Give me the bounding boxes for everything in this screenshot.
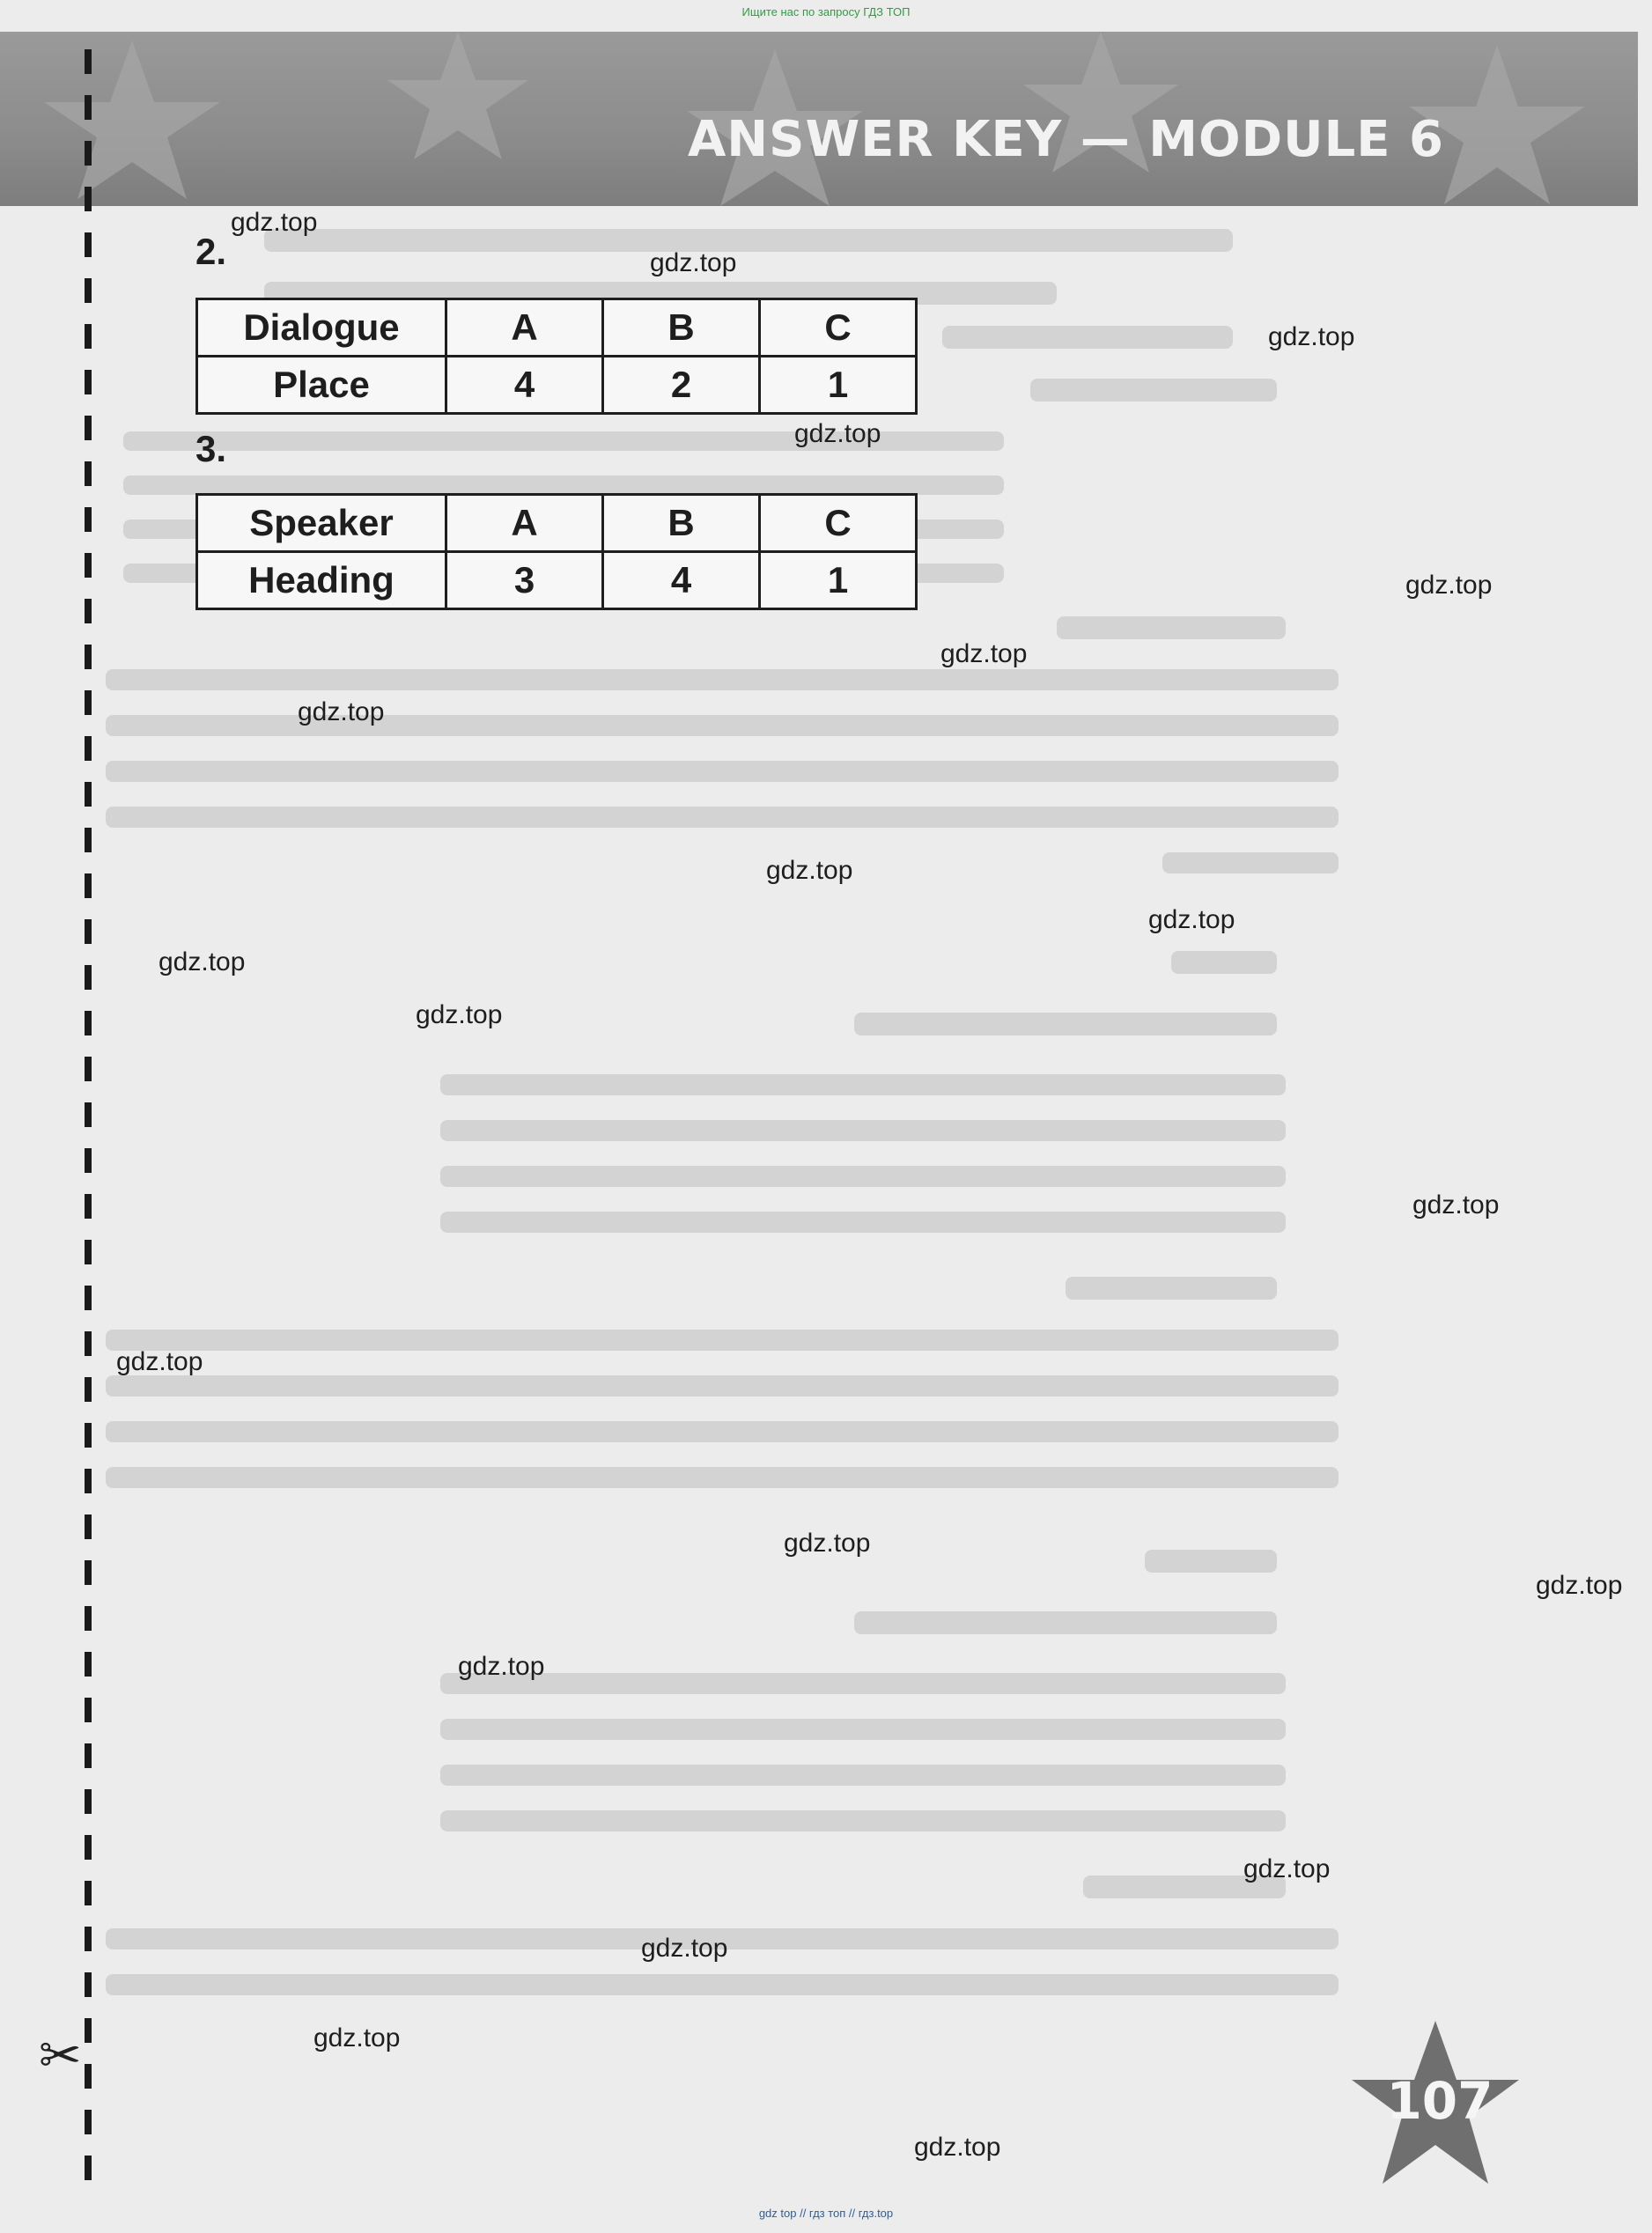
table-cell: C bbox=[760, 495, 917, 552]
task-2-number: 2. bbox=[195, 231, 227, 272]
top-note: Ищите нас по запросу ГДЗ ТОП bbox=[741, 5, 911, 18]
watermark: gdz.top bbox=[116, 1347, 203, 1376]
watermark: gdz.top bbox=[1405, 571, 1493, 600]
cut-line bbox=[85, 49, 92, 2180]
watermark: gdz.top bbox=[1243, 1854, 1331, 1883]
page-number: 107 bbox=[1386, 2071, 1493, 2131]
table-cell: A bbox=[446, 299, 603, 357]
header-band bbox=[0, 32, 1638, 206]
page-title: ANSWER KEY — MODULE 6 bbox=[687, 111, 1444, 168]
task-3-number: 3. bbox=[195, 428, 227, 469]
watermark: gdz.top bbox=[914, 2133, 1001, 2162]
table-cell: 1 bbox=[760, 552, 917, 609]
table-cell: 3 bbox=[446, 552, 603, 609]
watermark: gdz.top bbox=[766, 856, 853, 885]
watermark: gdz.top bbox=[650, 248, 737, 277]
watermark: gdz.top bbox=[298, 697, 385, 726]
table-cell: Speaker bbox=[197, 495, 446, 552]
table-row bbox=[197, 552, 917, 609]
watermark: gdz.top bbox=[940, 639, 1028, 668]
task-2-table bbox=[195, 298, 918, 415]
table-cell: A bbox=[446, 495, 603, 552]
watermark: gdz.top bbox=[1412, 1190, 1500, 1220]
watermark: gdz.top bbox=[1536, 1571, 1623, 1600]
watermark: gdz.top bbox=[641, 1934, 728, 1963]
watermark: gdz.top bbox=[784, 1529, 871, 1558]
table-cell: Dialogue bbox=[197, 299, 446, 357]
table-row bbox=[197, 357, 917, 414]
watermark: gdz.top bbox=[1268, 322, 1355, 351]
watermark: gdz.top bbox=[313, 2023, 401, 2052]
table-cell: 2 bbox=[603, 357, 760, 414]
watermark: gdz.top bbox=[416, 1000, 503, 1029]
table-cell: Place bbox=[197, 357, 446, 414]
table-cell: 1 bbox=[760, 357, 917, 414]
bottom-note: gdz top // гдз топ // гдз.top bbox=[758, 2207, 894, 2220]
table-row bbox=[197, 495, 917, 552]
watermark: gdz.top bbox=[231, 208, 318, 237]
table-cell: B bbox=[603, 495, 760, 552]
table-cell: 4 bbox=[603, 552, 760, 609]
watermark: gdz.top bbox=[794, 419, 881, 448]
show-through-lines bbox=[106, 203, 1356, 2052]
show-through-background bbox=[106, 203, 1356, 2064]
watermark: gdz.top bbox=[458, 1652, 545, 1681]
table-row bbox=[197, 299, 917, 357]
task-3-table bbox=[195, 493, 918, 610]
table-cell: B bbox=[603, 299, 760, 357]
watermark: gdz.top bbox=[1148, 905, 1235, 934]
table-cell: 4 bbox=[446, 357, 603, 414]
watermark: gdz.top bbox=[159, 947, 246, 976]
table-cell: Heading bbox=[197, 552, 446, 609]
table-cell: C bbox=[760, 299, 917, 357]
scissors-icon: ✂ bbox=[39, 2027, 82, 2084]
